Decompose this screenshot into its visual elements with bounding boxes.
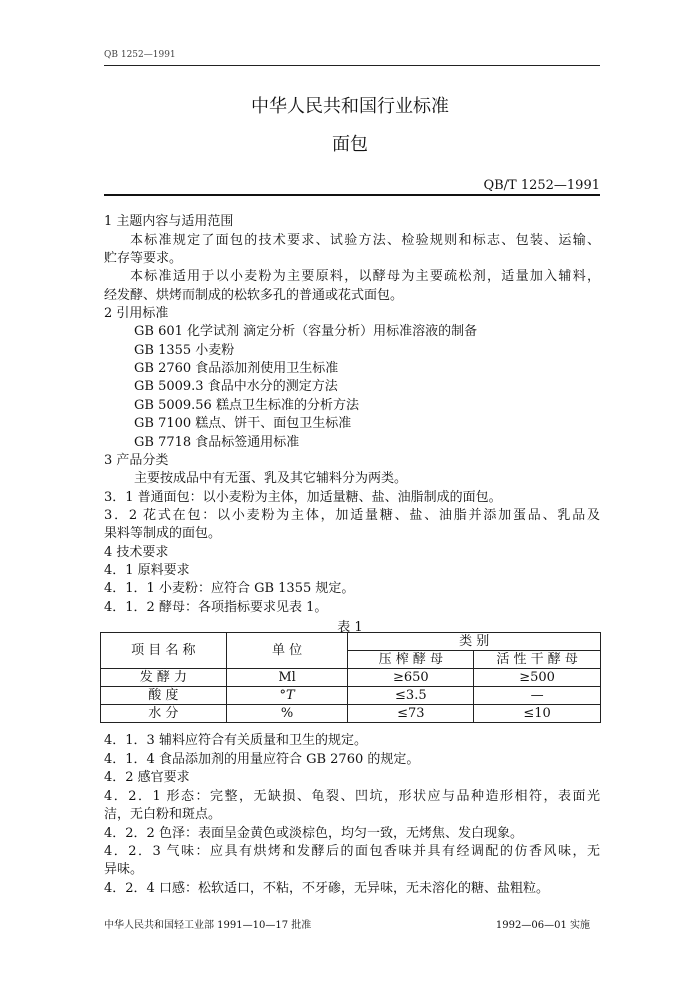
header-item: 项 目 名 称 (101, 633, 227, 669)
yeast-spec-table (100, 632, 601, 723)
reference-item: GB 2760 食品添加剂使用卫生标准 (134, 361, 339, 376)
paragraph-line: 本标准规定了面包的技术要求、试验方法、检验规则和标志、包装、运输、 (130, 233, 600, 248)
clause-line: 4．1．3 辅料应符合有关质量和卫生的规定。 (104, 733, 367, 748)
table-row (101, 687, 601, 705)
header-category: 类 别 (348, 633, 601, 651)
header-pressed-yeast: 压 榨 酵 母 (348, 651, 474, 669)
effective-date: 1992—06—01 实施 (495, 920, 590, 931)
doc-subtitle: 面包 (332, 134, 368, 155)
row-value: ≤73 (348, 705, 474, 723)
clause-line: 4．1．4 食品添加剂的用量应符合 GB 2760 的规定。 (104, 752, 420, 767)
clause-line: 3．2 花式在包：以小麦粉为主体，加适量糖、盐、油脂并添加蛋品、乳品及 (104, 508, 600, 523)
row-unit: °T (226, 687, 348, 705)
reference-item: GB 5009.3 食品中水分的测定方法 (134, 379, 338, 394)
reference-item: GB 5009.56 糕点卫生标准的分析方法 (134, 398, 359, 413)
reference-item: GB 7100 糕点、饼干、面包卫生标准 (134, 416, 352, 431)
clause-line: 洁，无白粉和斑点。 (104, 807, 222, 822)
row-value: ≤10 (474, 705, 601, 723)
table-row (101, 669, 601, 687)
row-value: — (474, 687, 601, 705)
reference-item: GB 601 化学试剂 滴定分析（容量分析）用标准溶液的制备 (134, 324, 478, 339)
header-unit: 单 位 (226, 633, 348, 669)
row-value: ≤3.5 (348, 687, 474, 705)
clause-line: 4．2．4 口感：松软适口，不粘，不牙碜，无异味，无未溶化的糖、盐粗粒。 (104, 881, 549, 896)
section-heading: 4 技术要求 (104, 545, 169, 560)
row-unit: Ml (226, 669, 348, 687)
clause-line: 4．1．1 小麦粉：应符合 GB 1355 规定。 (104, 581, 355, 596)
paragraph-line: 主要按成品中有无蛋、乳及其它辅料分为两类。 (134, 471, 408, 486)
clause-line: 3．1 普通面包：以小麦粉为主体，加适量糖、盐、油脂制成的面包。 (104, 490, 502, 505)
clause-line: 4．1 原料要求 (104, 563, 190, 578)
clause-line: 4．2．2 色泽：表面呈金黄色或淡棕色，均匀一致，无烤焦、发白现象。 (104, 826, 523, 841)
clause-line: 果料等制成的面包。 (104, 526, 222, 541)
row-value: ≥500 (474, 669, 601, 687)
header-active-dry-yeast: 活 性 干 酵 母 (474, 651, 601, 669)
reference-item: GB 7718 食品标签通用标准 (134, 435, 300, 450)
table-caption: 表 1 (337, 620, 363, 635)
paragraph-line: 本标准适用于以小麦粉为主要原料，以酵母为主要疏松剂，适量加入辅料， (130, 269, 600, 284)
row-name: 发 酵 力 (101, 669, 227, 687)
clause-line: 4．2 感官要求 (104, 770, 190, 785)
paragraph-line: 经发酵、烘烤而制成的松软多孔的普通或花式面包。 (104, 288, 404, 303)
clause-line: 4．2．1 形态：完整，无缺损、龟裂、凹坑，形状应与品种造形相符，表面光 (104, 789, 600, 804)
row-value: ≥650 (348, 669, 474, 687)
approval-note: 中华人民共和国轻工业部 1991—10—17 批准 (104, 920, 312, 931)
doc-title: 中华人民共和国行业标准 (251, 96, 449, 117)
title-rule (104, 194, 600, 196)
section-heading: 1 主题内容与适用范围 (104, 214, 234, 229)
row-name: 水 分 (101, 705, 227, 723)
reference-item: GB 1355 小麦粉 (134, 343, 235, 358)
header-rule (104, 65, 600, 66)
section-heading: 2 引用标准 (104, 306, 169, 321)
paragraph-line: 贮存等要求。 (104, 251, 183, 266)
row-unit: % (226, 705, 348, 723)
standard-number: QB/T 1252—1991 (483, 178, 600, 193)
section-heading: 3 产品分类 (104, 453, 169, 468)
clause-line: 4．2．3 气味：应具有烘烤和发酵后的面包香味并具有经调配的仿香风味，无 (104, 844, 600, 859)
clause-line: 异味。 (104, 862, 144, 877)
header-code: QB 1252—1991 (104, 50, 176, 60)
clause-line: 4．1．2 酵母：各项指标要求见表 1。 (104, 600, 328, 615)
table-row (101, 705, 601, 723)
row-name: 酸 度 (101, 687, 227, 705)
